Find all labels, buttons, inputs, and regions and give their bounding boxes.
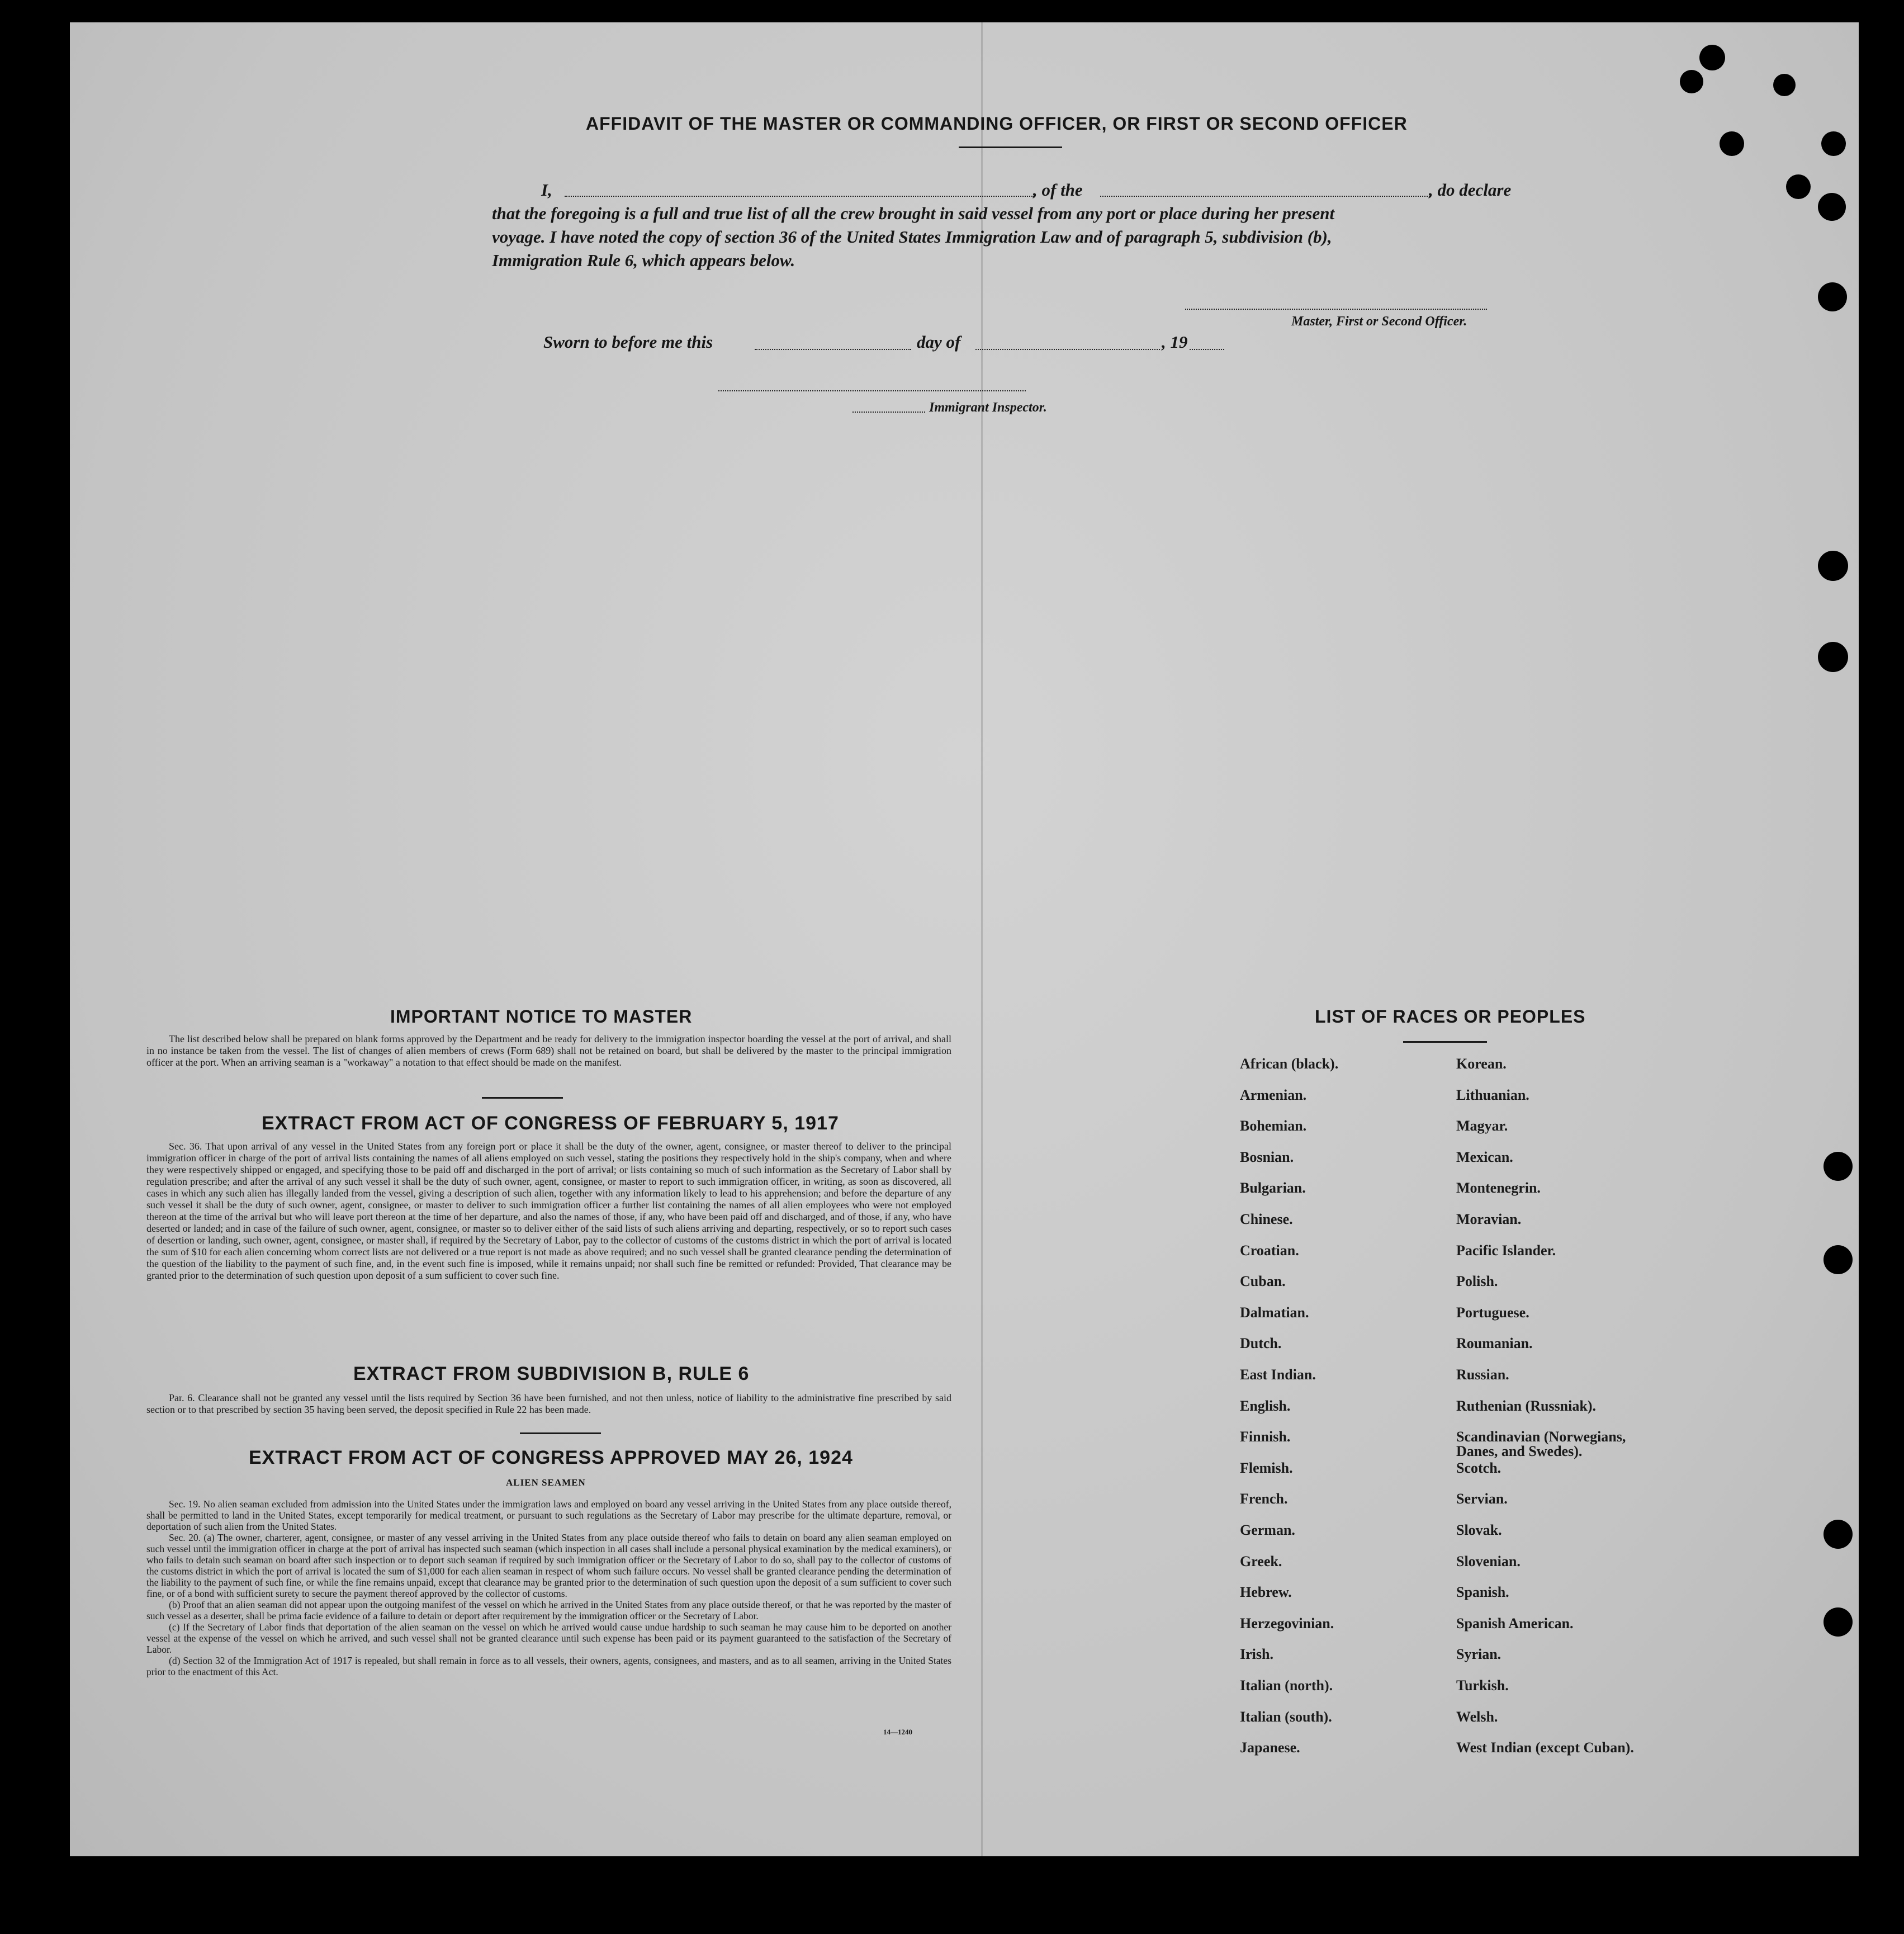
declaration-line-2: that the foregoing is a full and true list of all the crew brought in said vessel from any port or place during her present: [492, 204, 1335, 223]
race-item: Polish.: [1456, 1273, 1498, 1290]
sworn-year-field[interactable]: [1190, 349, 1224, 350]
race-item: German.: [1240, 1522, 1295, 1538]
race-item: Armenian.: [1240, 1086, 1307, 1103]
day-of-label: day of: [917, 332, 961, 352]
notice-divider: [482, 1097, 563, 1099]
race-item: Cuban.: [1240, 1273, 1286, 1290]
punch-hole: [1818, 551, 1848, 581]
extract-1917-title: EXTRACT FROM ACT OF CONGRESS OF FEBRUARY 5, 1917: [262, 1113, 839, 1134]
punch-hole: [1824, 1245, 1853, 1274]
title-underline: [959, 146, 1062, 148]
race-item: Mexican.: [1456, 1148, 1513, 1165]
sec-19-paragraph: Sec. 19. No alien seaman excluded from admission into the United States under the immigration laws and employed on board any vessel arriving in the United States from any place outside thereof, shall be permitted to land in the United States, except temporarily for medical treatment, or pursuant to such regulations as the Secretary of Labor may prescribe for the ultimate departure, removal, or deportation of such alien from the United States.: [146, 1498, 951, 1532]
race-item: Croatian.: [1240, 1242, 1299, 1259]
punch-hole: [1699, 45, 1725, 70]
punch-hole: [1818, 193, 1846, 221]
race-item: Italian (south).: [1240, 1708, 1332, 1725]
race-item: Turkish.: [1456, 1677, 1509, 1694]
declaration-i: I,: [541, 180, 552, 200]
punch-hole: [1720, 131, 1744, 156]
race-item: Bulgarian.: [1240, 1180, 1306, 1197]
declaration-do-declare: , do declare: [1429, 180, 1512, 200]
race-item: Portuguese.: [1456, 1304, 1529, 1321]
races-title: LIST OF RACES OR PEOPLES: [1315, 1006, 1586, 1027]
race-item: Slovak.: [1456, 1522, 1502, 1538]
race-item: Bosnian.: [1240, 1148, 1294, 1165]
sec-20d-paragraph: (d) Section 32 of the Immigration Act of 1917 is repealed, but shall remain in force as to all vessels, their owners, agents, consignees, and masters, and as to all seamen, arriving in the United States prior to the enactment of this Act.: [146, 1655, 951, 1677]
name-field[interactable]: [565, 196, 1034, 197]
extract-1924-text: [146, 1498, 951, 1677]
punch-hole: [1773, 74, 1796, 96]
punch-hole: [1824, 1520, 1853, 1549]
races-divider: [1403, 1041, 1487, 1043]
sec-20a-paragraph: Sec. 20. (a) The owner, charterer, agent, consignee, or master of any vessel arriving in the United States from any place outside thereof who fails to detain on board any alien seaman employed on such vessel until the immigration officer in charge at the port of arrival has inspected such seaman (which inspection in all cases shall include a personal physical examination by the medical examiners), or who fails to detain such seaman on board after such inspection or to deport such seaman if required by such immigration officer or the Secretary of Labor to do so, shall pay to the collector of customs of the customs district in which the port of arrival is located the sum of $1,000 for each alien seaman in respect of whom such failure occurs. No vessel shall be granted clearance pending the determination of the liability to the payment of such fine, or while the fine remains unpaid, except that clearance may be granted prior to the determination of such question upon the deposit of a sum sufficient to cover such fine, or of a bond with sufficient surety to secure the payment thereof approved by the collector of customs.: [146, 1532, 951, 1599]
notice-text: [146, 1033, 951, 1068]
race-item: West Indian (except Cuban).: [1456, 1739, 1634, 1756]
extract-1917-text: [146, 1141, 951, 1282]
race-item: Bohemian.: [1240, 1118, 1307, 1134]
year-label: , 19: [1162, 332, 1188, 352]
race-item: Syrian.: [1456, 1646, 1502, 1663]
race-item: English.: [1240, 1397, 1291, 1414]
race-item: Spanish American.: [1456, 1615, 1574, 1632]
sec-20c-paragraph: (c) If the Secretary of Labor finds that deportation of the alien seaman on the vessel on which he arrived would cause undue hardship to such seaman he may cause him to be deported on another vessel at the expense of the vessel on which he arrived, and such vessel shall not be granted clearance until such expense has been paid or its payment guaranteed to the satisfaction of the Secretary of Labor.: [146, 1621, 951, 1655]
form-number: 14—1240: [883, 1728, 912, 1736]
extract-1924-title: EXTRACT FROM ACT OF CONGRESS APPROVED MAY 26, 1924: [249, 1447, 853, 1468]
race-item: Dalmatian.: [1240, 1304, 1309, 1321]
race-item: Pacific Islander.: [1456, 1242, 1556, 1259]
vessel-field[interactable]: [1100, 196, 1430, 197]
inspector-prefix-line: [852, 412, 925, 413]
extract-rule6-text: [146, 1392, 951, 1416]
notice-paragraph: The list described below shall be prepared on blank forms approved by the Department and be ready for delivery to the immigration inspector boarding the vessel at the port of arrival, and shall in no instance be taken from the vessel. The list of changes of alien members of crews (Form 689) shall not be retained on board, but shall be delivered by the master to the principal immigration officer at the port. When an arriving seaman is a "workaway" a notation to that effect should be made on the manifest.: [146, 1033, 951, 1068]
race-item: East Indian.: [1240, 1366, 1316, 1383]
race-item: Hebrew.: [1240, 1584, 1292, 1601]
master-signature-line[interactable]: [1185, 309, 1487, 310]
race-item: Welsh.: [1456, 1708, 1498, 1725]
sworn-label: Sworn to before me this: [543, 332, 713, 352]
race-item: Magyar.: [1456, 1118, 1508, 1134]
punch-hole: [1818, 282, 1847, 311]
race-item: Roumanian.: [1456, 1335, 1533, 1352]
inspector-signature-line[interactable]: [718, 390, 1026, 391]
race-item: Scandinavian (Norwegians, Danes, and Swedes).: [1456, 1429, 1626, 1460]
sworn-month-field[interactable]: [975, 349, 1160, 350]
race-item: Moravian.: [1456, 1211, 1522, 1227]
inspector-label: Immigrant Inspector.: [929, 400, 1047, 415]
fold-crease: [981, 22, 983, 1856]
punch-hole: [1821, 131, 1846, 156]
race-item: Herzegovinian.: [1240, 1615, 1334, 1632]
punch-hole: [1786, 174, 1811, 199]
sworn-day-field[interactable]: [755, 349, 911, 350]
affidavit-title: AFFIDAVIT OF THE MASTER OR COMMANDING OFFICER, OR FIRST OR SECOND OFFICER: [586, 114, 1408, 134]
extract-rule6-paragraph: Par. 6. Clearance shall not be granted any vessel until the lists required by Section 36 have been furnished, and not then unless, notice of liability to the administrative fine prescribed by said section or to that prescribed by section 35 having been served, the deposit specified in Rule 22 has been made.: [146, 1392, 951, 1415]
race-item: Dutch.: [1240, 1335, 1282, 1352]
declaration-line-3: voyage. I have noted the copy of section 36 of the United States Immigration Law and of paragraph 5, subdivision (b),: [492, 227, 1332, 247]
declaration-of-the: , of the: [1033, 180, 1083, 200]
extract-1917-paragraph: Sec. 36. That upon arrival of any vessel in the United States from any foreign port or place it shall be the duty of the owner, agent, consignee, or master thereof to deliver to the principal immigration officer in charge of the port of arrival lists containing the names of all aliens employed on such vessel, stating the positions they respectively hold in the ship's company, when and where they were respectively shipped or engaged, and specifying those to be paid off and discharged in the port of arrival; or lists containing so much of such information as the Secretary of Labor shall by regulation prescribe; and after the arrival of any such vessel it shall be the duty of such owner, agent, consignee, or master to report to such immigration officer, in writing, as soon as discovered, all cases in which any such alien has illegally landed from the vessel, giving a description of such alien, together with any information likely to lead to his apprehension; and before the departure of any such vessel it shall be the duty of such owner, agent, consignee, or master to deliver to such immigration officer a further list containing the names of all alien employees who were not employed thereon at the time of the arrival but who will leave port thereon at the time of her departure, and also the names of those, if any, who have been paid off and discharged, and of those, if any, who have deserted or landed; and in case of the failure of such owner, agent, consignee, or master so to deliver either of the said lists of such aliens arriving and departing, respectively, or so to report such cases of desertion or landing, such owner, agent, consignee, or master shall, if required by the Secretary of Labor, pay to the collector of customs of the customs district in which the port of arrival is located the sum of $10 for each alien concerning whom correct lists are not delivered or a true report is not made as above required; and no such vessel shall be granted clearance pending the determination of the question of the liability to the payment of such fine, and, in the event such fine is imposed, while it remains unpaid; nor shall such fine be remitted or refunded: Provided, That clearance may be granted prior to the determination of such question upon deposit of a sum sufficient to cover such fine.: [146, 1141, 951, 1281]
alien-seamen-subtitle: ALIEN SEAMEN: [506, 1477, 586, 1488]
punch-hole: [1824, 1607, 1853, 1637]
race-item: Scotch.: [1456, 1459, 1502, 1476]
race-item: Ruthenian (Russniak).: [1456, 1397, 1596, 1414]
race-item: Greek.: [1240, 1553, 1282, 1569]
notice-title: IMPORTANT NOTICE TO MASTER: [390, 1006, 693, 1027]
punch-hole: [1818, 642, 1848, 672]
race-item: Servian.: [1456, 1491, 1508, 1507]
race-item: Slovenian.: [1456, 1553, 1521, 1569]
declaration-line-4: Immigration Rule 6, which appears below.: [492, 250, 795, 270]
race-item: Finnish.: [1240, 1429, 1291, 1445]
race-item: Italian (north).: [1240, 1677, 1333, 1694]
race-item: Chinese.: [1240, 1211, 1293, 1227]
race-item: African (black).: [1240, 1056, 1339, 1072]
extract-rule6-title: EXTRACT FROM SUBDIVISION B, RULE 6: [353, 1363, 750, 1384]
race-item: French.: [1240, 1491, 1288, 1507]
race-item: Japanese.: [1240, 1739, 1300, 1756]
sec-20b-paragraph: (b) Proof that an alien seaman did not appear upon the outgoing manifest of the vessel on which he arrived in the United States from any place outside thereof, or that he was reported by the master of such vessel as a deserter, shall be prima facie evidence of a failure to detain or deport after requirement by the immigration officer or the Secretary of Labor.: [146, 1599, 951, 1621]
race-item: Spanish.: [1456, 1584, 1509, 1601]
rule6-divider: [520, 1432, 601, 1434]
race-item: Montenegrin.: [1456, 1180, 1541, 1197]
punch-hole: [1824, 1152, 1853, 1181]
race-item: Russian.: [1456, 1366, 1509, 1383]
race-item: Lithuanian.: [1456, 1086, 1529, 1103]
race-item: Irish.: [1240, 1646, 1273, 1663]
master-signature-label: Master, First or Second Officer.: [1291, 314, 1467, 329]
punch-hole: [1680, 70, 1703, 93]
race-item: Korean.: [1456, 1056, 1507, 1072]
race-item: Flemish.: [1240, 1459, 1293, 1476]
